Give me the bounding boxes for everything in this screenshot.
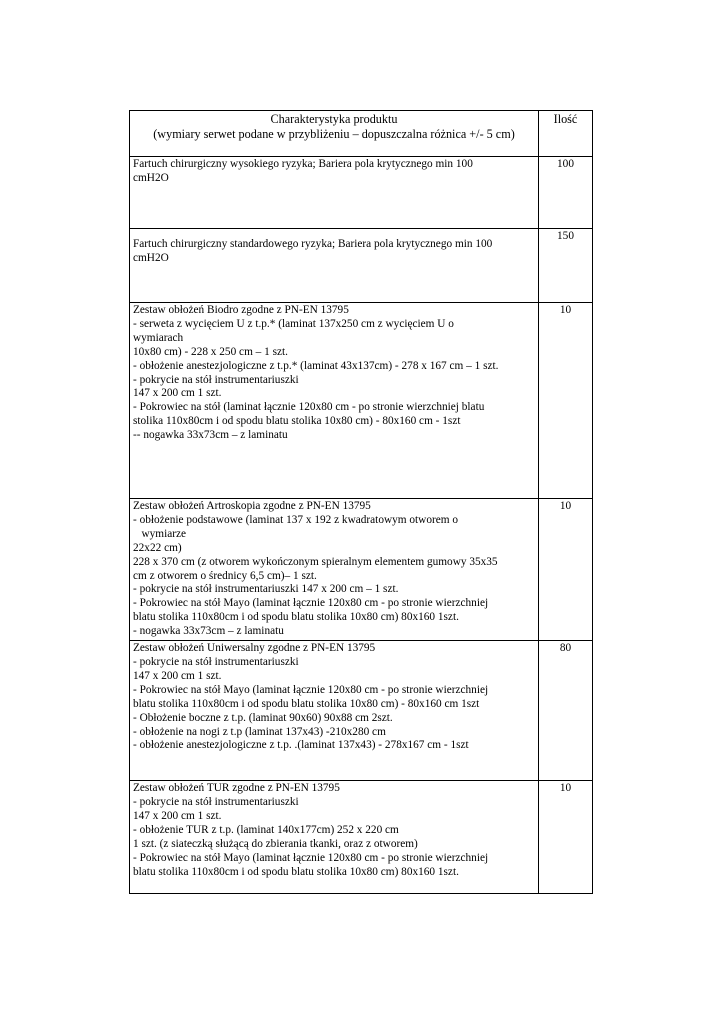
description-line: blatu stolika 110x80cm i od spodu blatu stolika 10x80 cm) - 80x160 cm 1szt [133,697,480,710]
description-line: Fartuch chirurgiczny wysokiego ryzyka; Bariera pola krytycznego min 100 [133,158,473,170]
description-line: blatu stolika 110x80cm i od spodu blatu stolika 10x80 cm) 80x160 1szt. [133,865,459,878]
description-line: 147 x 200 cm 1 szt. [133,809,222,822]
description-line: Fartuch chirurgiczny standardowego ryzyka; Bariera pola krytycznego min 100 [133,238,493,250]
description-cell [130,641,539,781]
description-line: - Obłożenie boczne z t.p. (laminat 90x60) 90x88 cm 2szt. [133,711,393,724]
description-line: wymiarach [133,331,184,344]
description-line: cm z otworem o średnicy 6,5 cm)– 1 szt. [133,569,317,582]
description-line: Zestaw obłożeń Artroskopia zgodne z PN-EN 13795 [133,500,371,512]
table-row [130,641,593,781]
header-quantity-label: Ilość [553,112,578,126]
description-line: stolika 110x80cm i od spodu blatu stolika 10x80 cm) - 80x160 cm - 1szt [133,415,461,428]
description-line: 147 x 200 cm 1 szt. [133,387,222,400]
description-line: - obłożenie anestezjologiczne z t.p.* (laminat 43x137cm) - 278 x 167 cm – 1 szt. [133,359,499,372]
description-line: - Pokrowiec na stół Mayo (laminat łącznie 120x80 cm - po stronie wierzchniej [133,851,489,864]
table-header-row [130,111,593,157]
description-line: -- nogawka 33x73cm – z laminatu [133,429,288,442]
description-line: - obłożenie na nogi z t.p (laminat 137x43) -210x280 cm [133,725,386,738]
quantity-cell: 10 [539,499,593,641]
quantity-cell: 150 [539,229,593,303]
product-spec-table [129,110,593,894]
description-line: 1 szt. (z siateczką służącą do zbierania tkanki, oraz z otworem) [133,837,418,850]
description-line: - Pokrowiec na stół (laminat łącznie 120x80 cm - po stronie wierzchniej blatu [133,401,485,414]
header-quantity-cell [539,111,593,157]
description-line: cmH2O [133,171,169,184]
table-row [130,781,593,894]
quantity-cell: 100 [539,157,593,229]
description-line: - obłożenie podstawowe (laminat 137 x 192 z kwadratowym otworem o [133,513,459,526]
header-description-cell [130,111,539,157]
description-line: 228 x 370 cm (z otworem wykończonym spieralnym elementem gumowy 35x35 [133,555,498,568]
description-line: 147 x 200 cm 1 szt. [133,669,222,682]
description-line: - pokrycie na stół instrumentariuszki 147 x 200 cm – 1 szt. [133,583,399,596]
description-cell [130,781,539,894]
description-line: blatu stolika 110x80cm i od spodu blatu stolika 10x80 cm) 80x160 1szt. [133,611,459,624]
description-line: - Pokrowiec na stół Mayo (laminat łącznie 120x80 cm - po stronie wierzchniej [133,683,489,696]
quantity-cell: 80 [539,641,593,781]
description-line: wymiarze [133,527,187,540]
description-line: Zestaw obłożeń Biodro zgodne z PN-EN 13795 [133,304,349,316]
description-line: cmH2O [133,251,169,264]
description-line: 10x80 cm) - 228 x 250 cm – 1 szt. [133,345,288,358]
description-cell [130,499,539,641]
table-row [130,157,593,229]
table-row [130,229,593,303]
description-cell [130,303,539,499]
description-line: - pokrycie na stół instrumentariuszki [133,795,299,808]
description-line: Zestaw obłożeń Uniwersalny zgodne z PN-EN 13795 [133,642,376,655]
description-line: - obłożenie anestezjologiczne z t.p. .(laminat 137x43) - 278x167 cm - 1szt [133,739,469,752]
table-row [130,499,593,641]
header-title: Charakterystyka produktu [270,112,398,126]
header-subtitle: (wymiary serwet podane w przybliżeniu – dopuszczalna różnica +/- 5 cm) [153,127,515,141]
table-row [130,303,593,499]
description-line: - nogawka 33x73cm – z laminatu [133,625,284,638]
quantity-cell: 10 [539,781,593,894]
description-line: - obłożenie TUR z t.p. (laminat 140x177cm) 252 x 220 cm [133,823,399,836]
description-line: - Pokrowiec na stół Mayo (laminat łącznie 120x80 cm - po stronie wierzchniej [133,597,489,610]
description-line: Zestaw obłożeń TUR zgodne z PN-EN 13795 [133,782,340,795]
description-line: - pokrycie na stół instrumentariuszki [133,655,299,668]
description-cell [130,157,539,229]
description-line: - serweta z wycięciem U z t.p.* (laminat 137x250 cm z wycięciem U o [133,317,454,330]
description-line: - pokrycie na stół instrumentariuszki [133,373,299,386]
quantity-cell: 10 [539,303,593,499]
description-line: 22x22 cm) [133,541,182,554]
description-cell [130,229,539,303]
